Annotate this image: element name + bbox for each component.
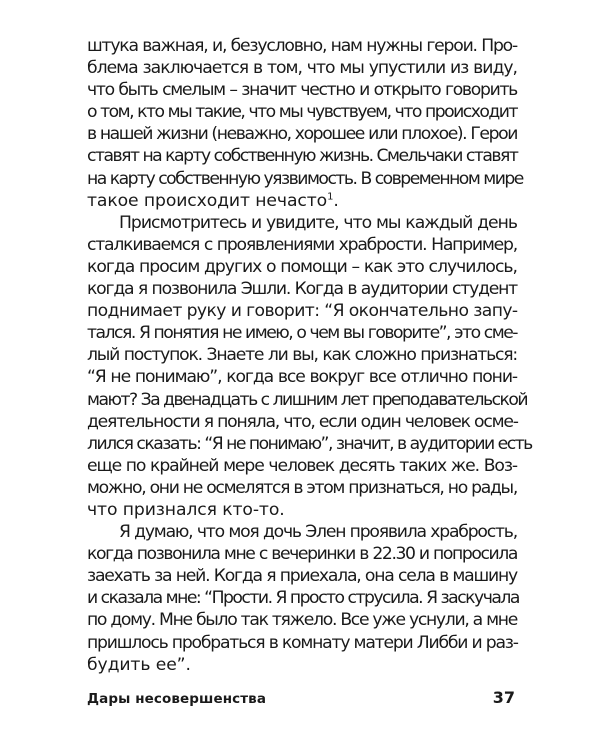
text-line: лился сказать: “Я не понимаю”, значит, в аудитории есть (87, 433, 532, 454)
footnote-marker[interactable]: 1 (327, 190, 334, 202)
text-line-content: такое происходит нечасто (87, 190, 328, 211)
text-line: блема заключается в том, что мы упустили из виду, (87, 58, 517, 79)
running-footer-title: Дары несовершенства (87, 691, 267, 707)
paragraph-1 (87, 35, 523, 212)
text-line: можно, они не осмелятся в этом признаться, но рады, (87, 477, 517, 498)
text-line: заехать за ней. Когда я приехала, она села в машину (87, 566, 517, 587)
text-line: на карту собственную уязвимость. В современном мире (87, 168, 523, 189)
text-line: по дому. Мне было так тяжело. Все уже уснули, а мне (87, 610, 517, 631)
text-line: что быть смелым – значит честно и открыто говорить (87, 80, 517, 101)
paragraph-2 (87, 212, 532, 521)
text-line: и сказала мне: “Прости. Я просто струсила. Я заскучала (87, 588, 519, 609)
text-line: ставят на карту собственную жизнь. Смельчаки ставят (87, 146, 518, 167)
text-line: еще по крайней мере человек десять таких же. Воз- (87, 455, 517, 476)
text-line: Присмотритесь и увидите, что мы каждый день (119, 212, 517, 233)
text-line: Я думаю, что моя дочь Элен проявила храбрость, (119, 522, 517, 543)
body-text (87, 35, 532, 676)
text-line: лый поступок. Знаете ли вы, как сложно признаться: (87, 345, 517, 366)
text-line: пришлось пробраться в комнату матери Либби и раз- (87, 632, 518, 653)
period: . (333, 190, 339, 211)
text-line: будить ее”. (87, 654, 191, 675)
text-line: сталкиваемся с проявлениями храбрости. Например, (87, 234, 517, 255)
text-line: что признался кто-то. (87, 499, 285, 520)
text-line: когда просим других о помощи – как это случилось, (87, 256, 517, 277)
text-line: когда я позвонила Эшли. Когда в аудитории студент (87, 279, 517, 300)
text-line: о том, кто мы такие, что мы чувствуем, что происходит (87, 102, 517, 123)
text-line: “Я не понимаю”, когда все вокруг все отлично пони- (87, 367, 517, 388)
text-line: штука важная, и, безусловно, нам нужны герои. Про- (87, 36, 517, 56)
page-number: 37 (492, 688, 515, 707)
text-line: в нашей жизни (неважно, хорошее или плохое). Герои (87, 124, 517, 145)
text-line: тался. Я понятия не имею, о чем вы говорите”, это сме- (87, 323, 517, 344)
paragraph-3 (87, 521, 517, 676)
text-line (87, 190, 517, 212)
text-line: поднимает руку и говорит: “Я окончательно запу- (87, 301, 518, 322)
text-line: мают? За двенадцать с лишним лет преподавательской (87, 389, 528, 410)
text-line: когда позвонила мне с вечеринки в 22.30 и попросила (87, 544, 517, 565)
text-line: деятельности я поняла, что, если один человек осме- (87, 411, 518, 432)
